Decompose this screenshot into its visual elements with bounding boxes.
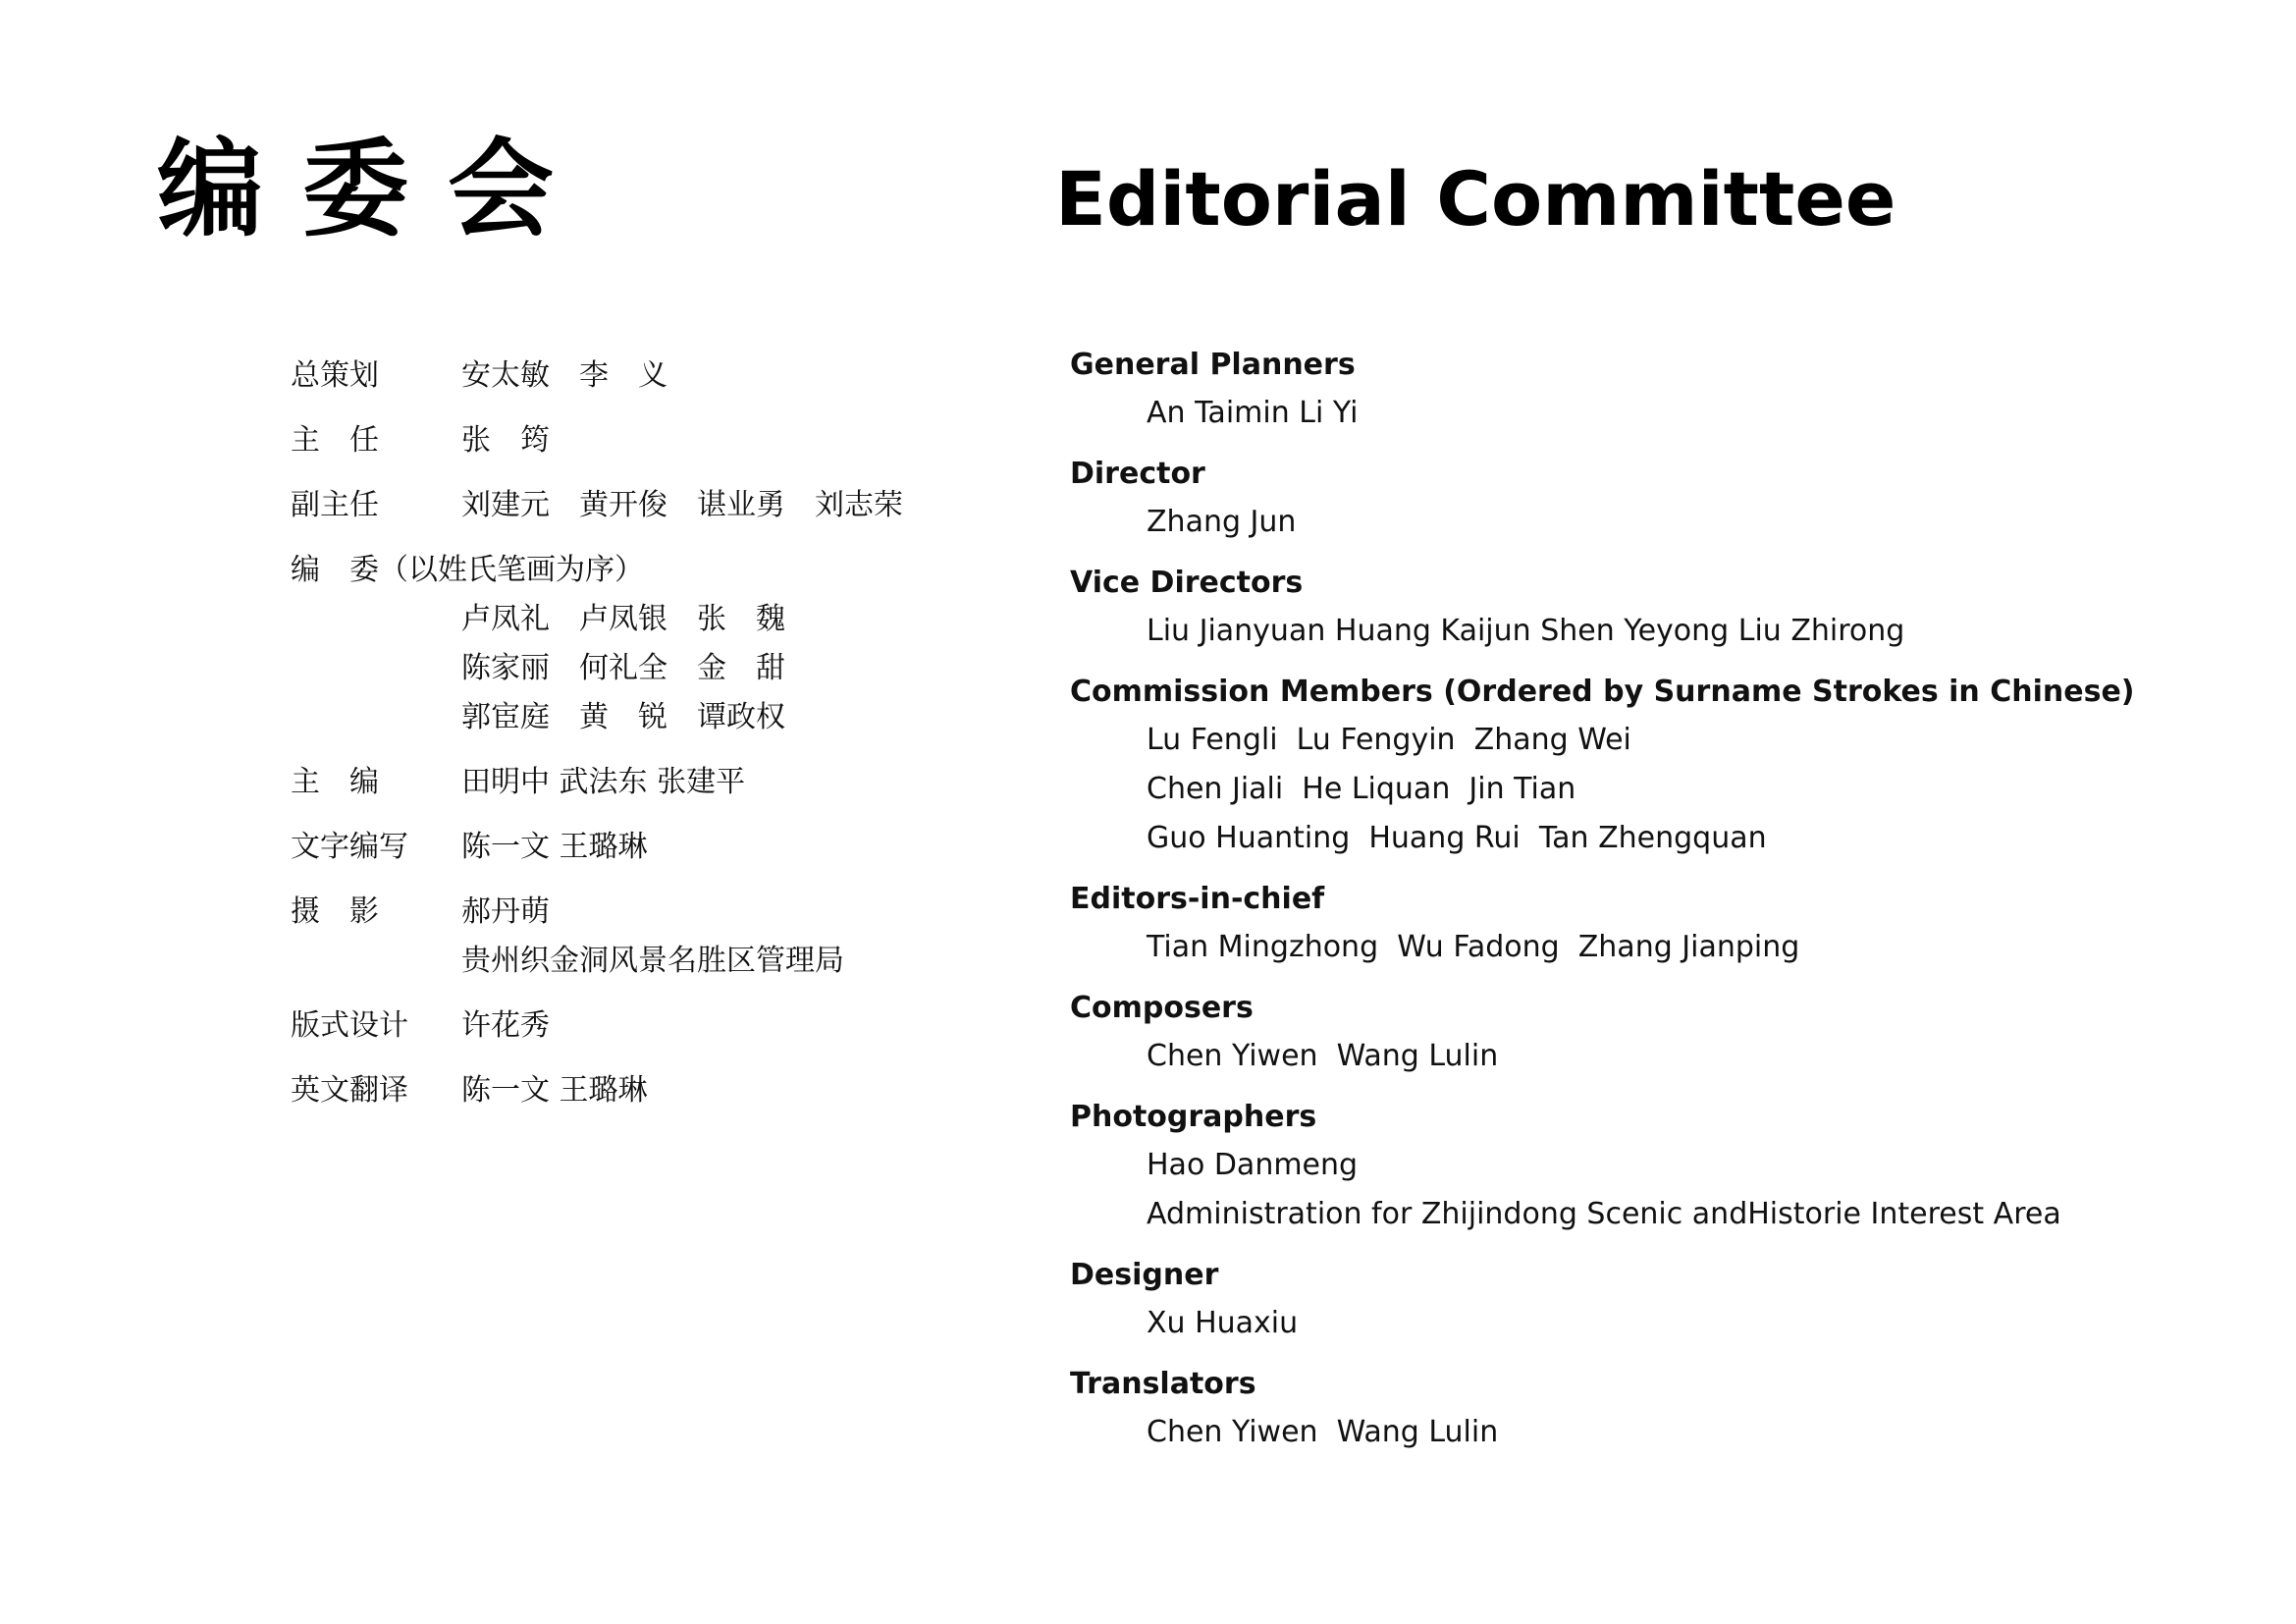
en-members-entry: Guo Huanting Huang Rui Tan Zhengquan bbox=[1147, 821, 1767, 855]
chinese-credits bbox=[291, 352, 978, 1131]
en-translators-group bbox=[1070, 1361, 2248, 1457]
en-editors-heading: Editors-in-chief bbox=[1070, 882, 1325, 916]
en-members-heading: Commission Members (Ordered by Surname Strokes in Chinese) bbox=[1070, 675, 2135, 709]
en-photographers-entry: Hao Danmeng bbox=[1147, 1148, 1359, 1182]
zh-general-planners-label: 总策划 bbox=[291, 358, 379, 393]
en-director-heading: Director bbox=[1070, 457, 1205, 491]
zh-members-label: 编 委（以姓氏笔画为序） bbox=[291, 553, 644, 587]
zh-vice-directors-value: 刘建元 黄开俊 谌业勇 刘志荣 bbox=[461, 488, 903, 522]
en-translators-entry: Chen Yiwen Wang Lulin bbox=[1147, 1415, 1499, 1449]
zh-members-line: 陈家丽 何礼全 金 甜 bbox=[461, 651, 785, 685]
en-director-entry: Zhang Jun bbox=[1147, 505, 1297, 539]
en-members-entry: Lu Fengli Lu Fengyin Zhang Wei bbox=[1147, 723, 1631, 757]
en-vice-directors-group bbox=[1070, 560, 2248, 656]
zh-members-list bbox=[461, 595, 785, 742]
en-members-entry: Chen Jiali He Liquan Jin Tian bbox=[1147, 772, 1576, 806]
en-composers-entry: Chen Yiwen Wang Lulin bbox=[1147, 1039, 1499, 1073]
zh-members-row bbox=[461, 595, 978, 742]
zh-members-line: 郭宦庭 黄 锐 谭政权 bbox=[461, 700, 785, 734]
zh-composers-label: 文字编写 bbox=[291, 830, 408, 864]
en-photographers-heading: Photographers bbox=[1070, 1100, 1317, 1134]
en-general-planners-heading: General Planners bbox=[1070, 348, 1356, 382]
zh-designer-value: 许花秀 bbox=[461, 1008, 550, 1043]
english-credits bbox=[1070, 342, 2248, 1470]
zh-composers-value: 陈一文 王璐琳 bbox=[461, 830, 648, 864]
en-photographers-group bbox=[1070, 1094, 2248, 1239]
english-title: Editorial Committee bbox=[1055, 155, 1896, 243]
en-photographers-entry: Administration for Zhijindong Scenic andHistorie Interest Area bbox=[1147, 1197, 2061, 1231]
zh-director-value: 张 筠 bbox=[461, 423, 550, 458]
zh-translators-value: 陈一文 王璐琳 bbox=[461, 1073, 648, 1108]
zh-members-heading-row bbox=[291, 546, 978, 595]
zh-general-planners-value: 安太敏 李 义 bbox=[461, 358, 667, 393]
zh-photographers-label: 摄 影 bbox=[291, 894, 379, 929]
en-editors-entry: Tian Mingzhong Wu Fadong Zhang Jianping bbox=[1147, 930, 1800, 964]
zh-vice-directors-label: 副主任 bbox=[291, 488, 379, 522]
zh-designer-label: 版式设计 bbox=[291, 1008, 408, 1043]
en-designer-heading: Designer bbox=[1070, 1258, 1219, 1292]
zh-designer-row bbox=[291, 1001, 978, 1051]
zh-director-label: 主 任 bbox=[291, 423, 379, 458]
en-designer-group bbox=[1070, 1252, 2248, 1348]
zh-editors-row bbox=[291, 758, 978, 807]
zh-members-line: 卢凤礼 卢凤银 张 魏 bbox=[461, 602, 785, 636]
zh-composers-row bbox=[291, 823, 978, 872]
en-editors-group bbox=[1070, 876, 2248, 972]
zh-director-row bbox=[291, 416, 978, 465]
en-composers-heading: Composers bbox=[1070, 991, 1254, 1025]
en-vice-directors-heading: Vice Directors bbox=[1070, 566, 1304, 600]
zh-photographers-list bbox=[461, 888, 844, 986]
zh-photographers-line: 贵州织金洞风景名胜区管理局 bbox=[461, 944, 844, 978]
zh-translators-row bbox=[291, 1066, 978, 1115]
zh-editors-value: 田明中 武法东 张建平 bbox=[461, 765, 746, 799]
en-vice-directors-entry: Liu Jianyuan Huang Kaijun Shen Yeyong Liu Zhirong bbox=[1147, 614, 1905, 648]
chinese-title: 编委会 bbox=[157, 129, 594, 251]
zh-general-planners-row bbox=[291, 352, 978, 401]
en-translators-heading: Translators bbox=[1070, 1367, 1256, 1401]
zh-vice-directors-row bbox=[291, 481, 978, 530]
en-general-planners-entry: An Taimin Li Yi bbox=[1147, 396, 1359, 430]
en-director-group bbox=[1070, 451, 2248, 547]
zh-translators-label: 英文翻译 bbox=[291, 1073, 408, 1108]
zh-editors-label: 主 编 bbox=[291, 765, 379, 799]
zh-photographers-row bbox=[291, 888, 978, 986]
en-composers-group bbox=[1070, 985, 2248, 1081]
en-general-planners-group bbox=[1070, 342, 2248, 438]
en-designer-entry: Xu Huaxiu bbox=[1147, 1306, 1299, 1340]
en-members-group bbox=[1070, 669, 2248, 863]
zh-photographers-line: 郝丹萌 bbox=[461, 894, 550, 929]
